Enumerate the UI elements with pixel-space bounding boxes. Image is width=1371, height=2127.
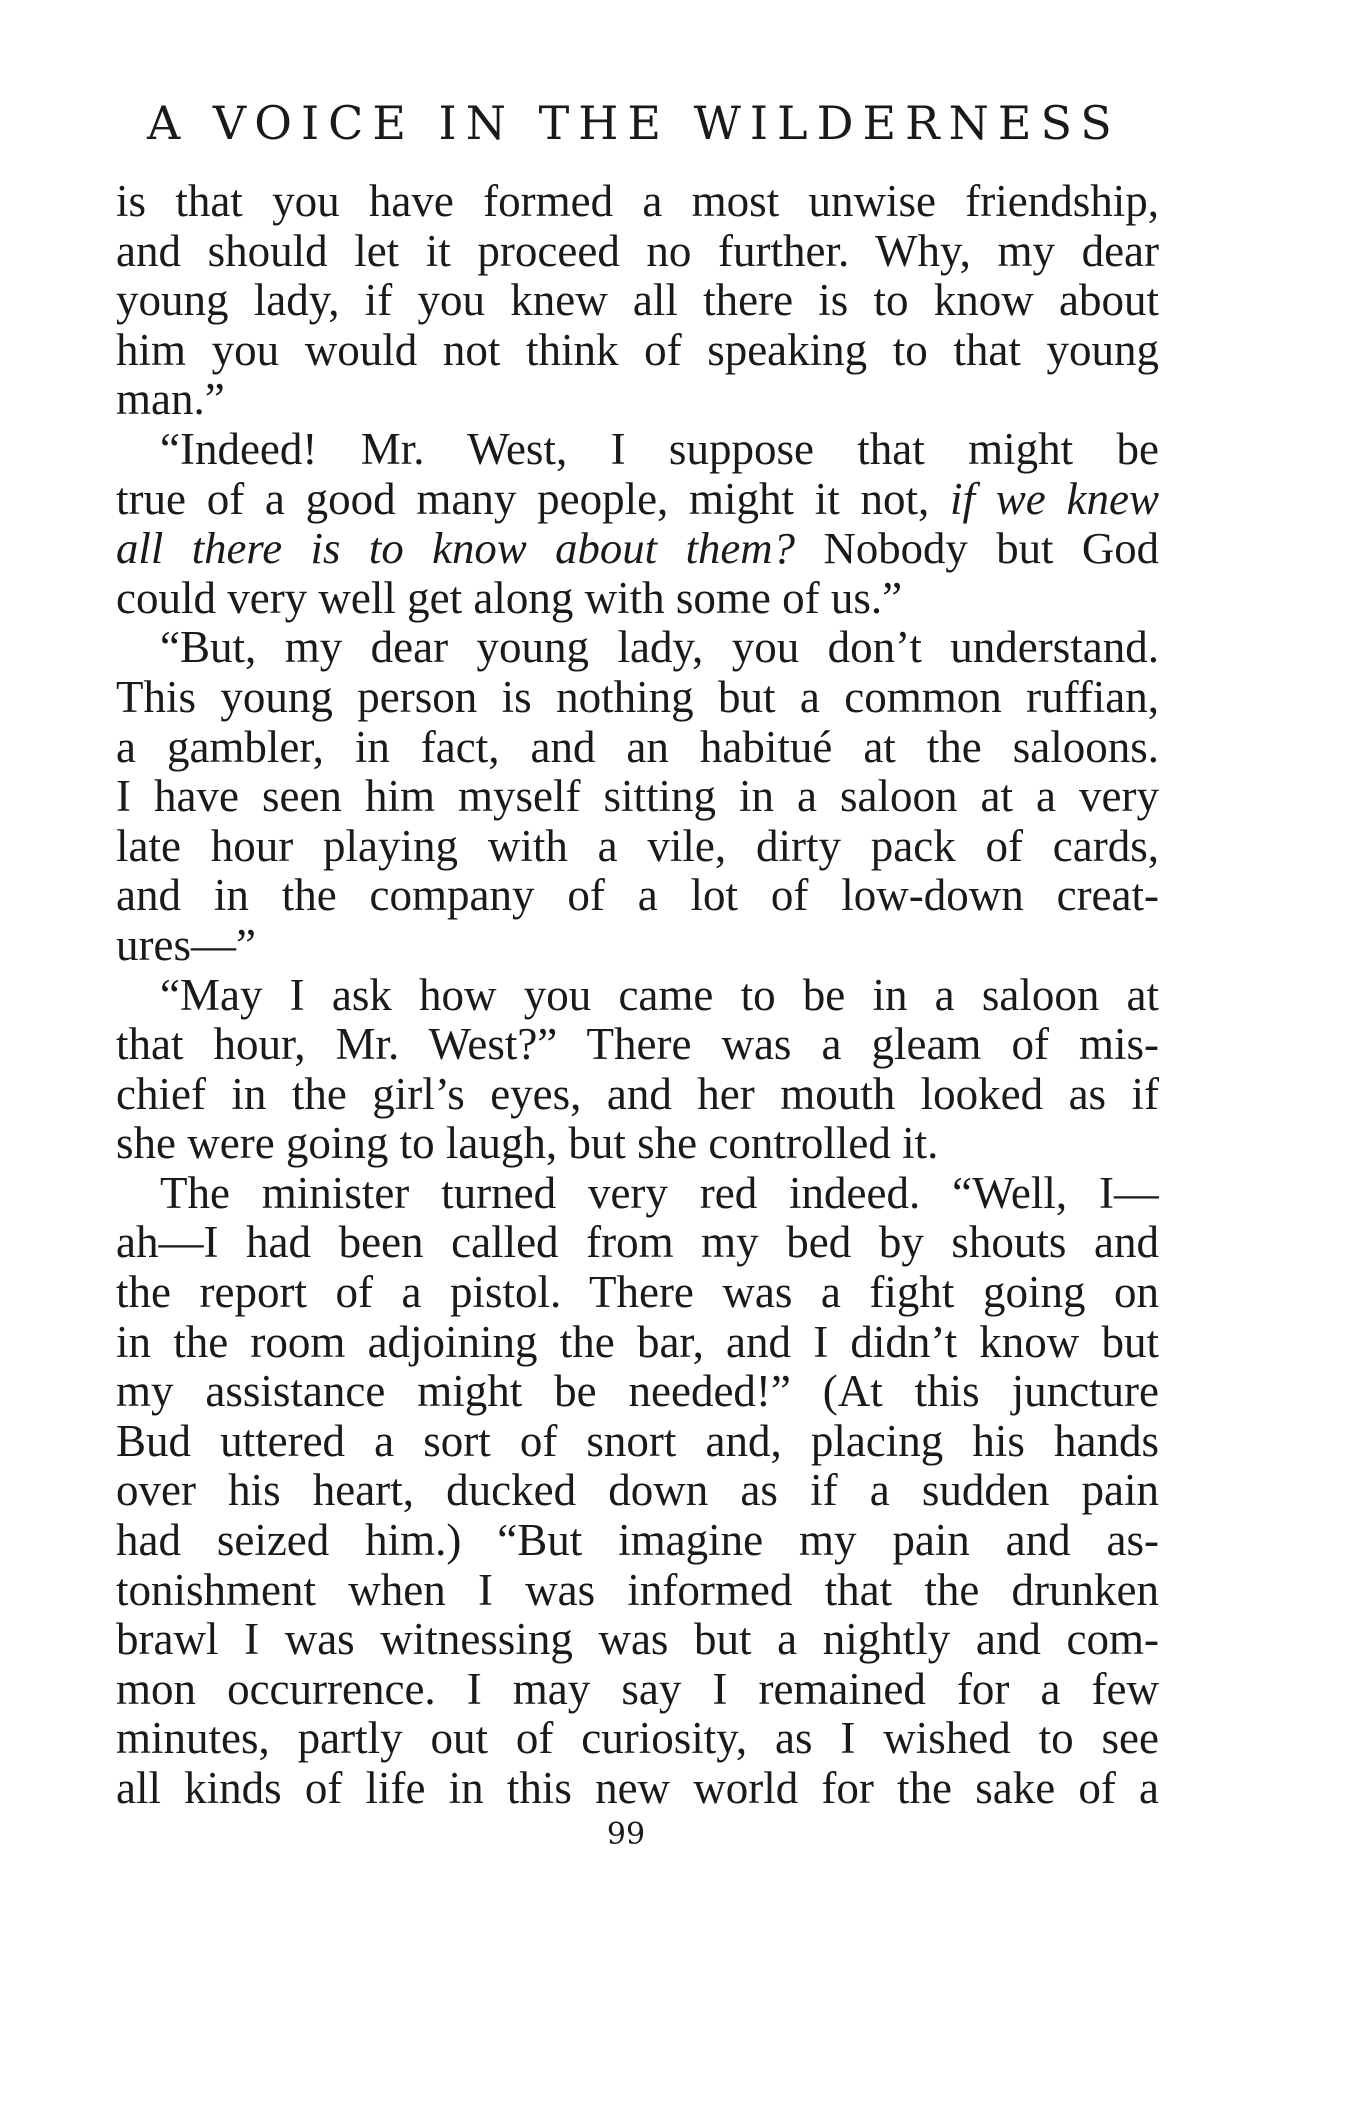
text-line [116, 1169, 1159, 1219]
text-line [116, 1615, 1159, 1665]
line-text: This young person is nothing but a common ruffian, [116, 672, 1159, 722]
line-text: that hour, Mr. West?” There was a gleam of mis- [116, 1020, 1159, 1070]
text-line [116, 1714, 1159, 1764]
line-text: man.” [116, 375, 225, 425]
line-text: the report of a pistol. There was a fight going on [116, 1268, 1159, 1318]
line-text: could very well get along with some of us.” [116, 573, 903, 623]
line-text: and in the company of a lot of low-down creat- [116, 871, 1159, 921]
text-line [116, 425, 1159, 475]
text-line [116, 524, 1159, 574]
text-line [116, 772, 1159, 822]
running-head: A VOICE IN THE WILDERNESS [147, 96, 1121, 150]
line-text: in the room adjoining the bar, and I didn’t know but [116, 1317, 1159, 1367]
text-line [116, 1516, 1159, 1566]
text-line [116, 475, 1159, 525]
text-line [116, 375, 1159, 425]
line-text: and should let it proceed no further. Why, my dear [116, 226, 1159, 276]
text-line [116, 871, 1159, 921]
line-italic-text: all there is to know about them? [116, 524, 796, 574]
line-text: The minister turned very red indeed. “Well, I— [160, 1168, 1159, 1218]
text-line [116, 1218, 1159, 1268]
line-text: tonishment when I was informed that the drunken [116, 1565, 1159, 1615]
line-text: had seized him.) “But imagine my pain and as- [116, 1516, 1159, 1566]
text-line [116, 971, 1159, 1021]
text-line [116, 1665, 1159, 1715]
line-text: chief in the girl’s eyes, and her mouth looked as if [116, 1069, 1159, 1119]
text-line [116, 326, 1159, 376]
text-line [116, 227, 1159, 277]
line-text: young lady, if you knew all there is to know about [116, 276, 1159, 326]
line-text: brawl I was witnessing was but a nightly and com- [116, 1615, 1159, 1665]
text-line [116, 1318, 1159, 1368]
text-line [116, 276, 1159, 326]
text-line [116, 1119, 1159, 1169]
text-line [116, 574, 1159, 624]
page-number: 99 [606, 1817, 646, 1852]
text-line [116, 822, 1159, 872]
line-text: she were going to laugh, but she controlled it. [116, 1119, 939, 1169]
text-line [116, 723, 1159, 773]
line-text: Nobody but God [795, 524, 1159, 574]
line-text: him you would not think of speaking to that young [116, 325, 1159, 375]
text-line [116, 1764, 1159, 1814]
text-line [116, 1367, 1159, 1417]
line-text: I have seen him myself sitting in a saloon at a very [116, 772, 1159, 822]
line-text: ures—” [116, 920, 256, 970]
line-text: my assistance might be needed!” (At this juncture [116, 1367, 1159, 1417]
line-text: late hour playing with a vile, dirty pack of cards, [116, 821, 1159, 871]
line-text: “Indeed! Mr. West, I suppose that might be [160, 424, 1159, 474]
line-text: true of a good many people, might it not, [116, 474, 951, 524]
text-line [116, 177, 1159, 227]
text-line [116, 1466, 1159, 1516]
line-text: “May I ask how you came to be in a saloon at [160, 970, 1159, 1020]
line-text: minutes, partly out of curiosity, as I wished to see [116, 1714, 1159, 1764]
line-text: mon occurrence. I may say I remained for a few [116, 1664, 1159, 1714]
text-line [116, 921, 1159, 971]
line-text: ah—I had been called from my bed by shouts and [116, 1218, 1159, 1268]
line-text: over his heart, ducked down as if a sudden pain [116, 1466, 1159, 1516]
text-line [116, 623, 1159, 673]
text-line [116, 1566, 1159, 1616]
line-text: all kinds of life in this new world for the sake of a [116, 1764, 1159, 1813]
line-italic-text: if we knew [950, 474, 1159, 524]
text-line [116, 1268, 1159, 1318]
text-line [116, 673, 1159, 723]
line-text: Bud uttered a sort of snort and, placing his hands [116, 1416, 1159, 1466]
text-line [116, 1070, 1159, 1120]
line-text: is that you have formed a most unwise friendship, [116, 177, 1159, 226]
body-text [116, 177, 1159, 1814]
text-line [116, 1020, 1159, 1070]
line-text: “But, my dear young lady, you don’t understand. [160, 623, 1159, 673]
line-text: a gambler, in fact, and an habitué at the saloons. [116, 722, 1159, 772]
text-line [116, 1417, 1159, 1467]
